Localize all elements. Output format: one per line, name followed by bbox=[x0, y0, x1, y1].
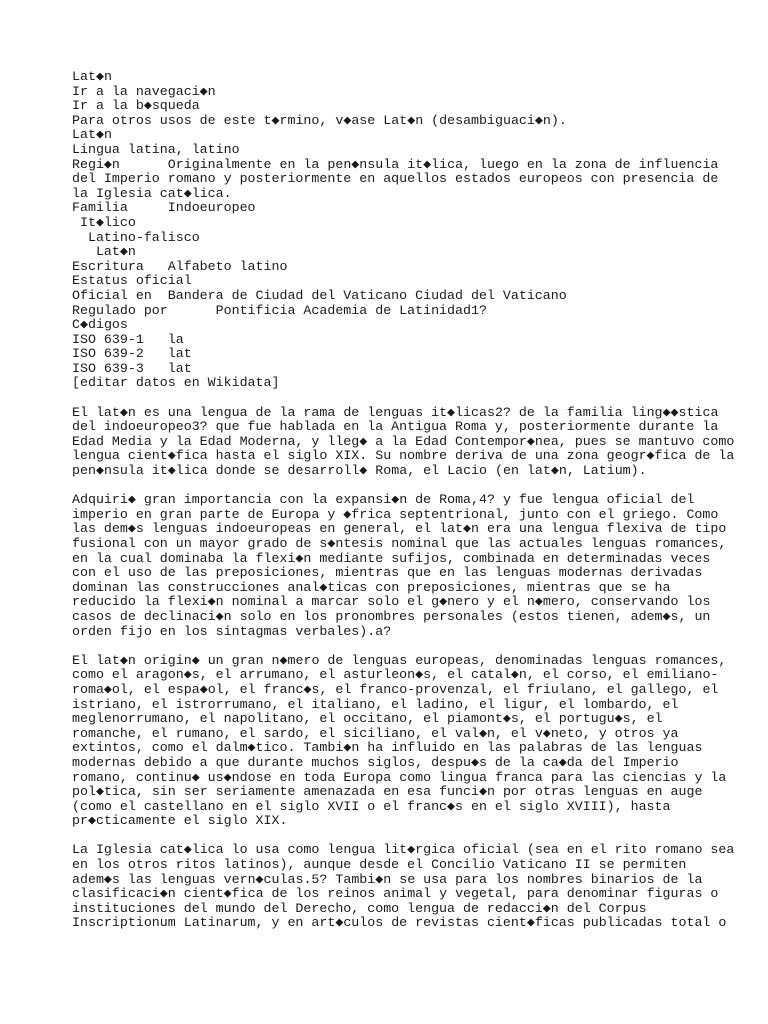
infobox-region: Regi◆n Originalmente en la pen◆nsula it◆lica, luego en la zona de influencia bbox=[72, 156, 719, 172]
infobox-official-status: Estatus oficial bbox=[72, 273, 192, 289]
paragraph-line: imperio en gran parte de Europa y ◆frica septentrional, junto con el griego. Como bbox=[72, 506, 719, 522]
infobox-title: Lat◆n bbox=[72, 127, 112, 143]
paragraph-line: romano, continu◆ us◆ndose en toda Europa como lingua franca para las ciencias y la bbox=[72, 769, 727, 785]
paragraph-line: pen◆nsula it◆lica donde se desarroll◆ Roma, el Lacio (en lat◆n, Latium). bbox=[72, 463, 647, 479]
infobox-regulated-by: Regulado por Pontificia Academia de Latinidad1? bbox=[72, 302, 487, 318]
paragraph-2 bbox=[72, 492, 727, 639]
infobox-codes: C◆digos bbox=[72, 317, 128, 333]
paragraph-line: pr◆cticamente el siglo XIX. bbox=[72, 813, 288, 829]
paragraph-line: en la cual dominaba la flexi◆n mediante sufijos, combinada en determinadas veces bbox=[72, 550, 711, 566]
infobox-family-latin: Lat◆n bbox=[72, 244, 136, 260]
paragraph-line: adem◆s las lenguas vern◆culas.5? Tambi◆n se usa para los nombres binarios de la bbox=[72, 871, 703, 887]
paragraph-line: romanche, el rumano, el sardo, el siciliano, el val◆n, el v◆neto, y otros ya bbox=[72, 725, 679, 741]
paragraph-line: fusional con un mayor grado de s◆ntesis nominal que las actuales lenguas romances, bbox=[72, 536, 727, 551]
infobox-writing: Escritura Alfabeto latino bbox=[72, 258, 288, 274]
paragraph-4 bbox=[72, 842, 735, 931]
paragraph-line: modernas debido a que durante muchos siglos, despu◆s de la ca◆da del Imperio bbox=[72, 754, 679, 770]
infobox-iso-639-1: ISO 639-1 la bbox=[72, 331, 184, 347]
paragraph-line: istriano, el istrorrumano, el italiano, el ladino, el ligur, el lombardo, el bbox=[72, 696, 679, 712]
paragraph-line: orden fijo en los sintagmas verbales).a? bbox=[72, 623, 392, 639]
paragraph-line: casos de declinaci◆n solo en los pronombres personales (estos tienen, adem◆s, un bbox=[72, 608, 711, 624]
document-body bbox=[72, 69, 735, 931]
paragraph-line: Edad Media y la Edad Moderna, y lleg◆ a la Edad Contempor◆nea, pues se mantuvo como bbox=[72, 433, 735, 449]
paragraph-line: roma◆ol, el espa◆ol, el franc◆s, el franco-provenzal, el friulano, el gallego, el bbox=[72, 681, 719, 697]
infobox-region-cont: del Imperio romano y posteriormente en aquellos estados europeos con presencia de bbox=[72, 171, 719, 187]
paragraph-line: con el uso de las preposiciones, mientras que en las lenguas modernas derivadas bbox=[72, 565, 703, 581]
paragraph-line: del indoeuropeo3? que fue hablada en la Antigua Roma y, posteriormente durante la bbox=[72, 419, 719, 435]
infobox-family: Familia Indoeuropeo bbox=[72, 200, 256, 216]
paragraph-line: las dem◆s lenguas indoeuropeas en general, el lat◆n era una lengua flexiva de tipo bbox=[72, 521, 727, 537]
paragraph-line: clasificaci◆n cient◆fica de los reinos animal y vegetal, para denominar figuras o bbox=[72, 886, 719, 902]
paragraph-1 bbox=[72, 404, 735, 479]
paragraph-line: Inscriptionum Latinarum, y en art◆culos de revistas cient◆ficas publicadas total o bbox=[72, 915, 727, 931]
infobox-iso-639-2: ISO 639-2 lat bbox=[72, 346, 192, 362]
paragraph-line: extintos, como el dalm◆tico. Tambi◆n ha influido en las palabras de las lenguas bbox=[72, 740, 703, 756]
infobox-official-in: Oficial en Bandera de Ciudad del Vaticano Ciudad del Vaticano bbox=[72, 287, 567, 303]
infobox-iso-639-3: ISO 639-3 lat bbox=[72, 360, 192, 376]
skip-to-navigation-link[interactable]: Ir a la navegaci◆n bbox=[72, 83, 216, 99]
infobox-family-latino-falisco: Latino-falisco bbox=[72, 229, 200, 245]
infobox-family-italic: It◆lico bbox=[72, 214, 136, 230]
paragraph-line: El lat◆n es una lengua de la rama de lenguas it◆licas2? de la familia ling◆◆stica bbox=[72, 404, 719, 420]
paragraph-line: (como el castellano en el siglo XVII o el franc◆s en el siglo XVIII), hasta bbox=[72, 798, 671, 814]
paragraph-line: como el aragon◆s, el arrumano, el asturleon◆s, el catal◆n, el corso, el emiliano- bbox=[72, 667, 719, 683]
infobox-native-name: Lingua latina, latino bbox=[72, 141, 240, 157]
paragraph-line: pol◆tica, sin ser seriamente amenazada en esa funci◆n por otras lenguas en auge bbox=[72, 784, 703, 800]
paragraph-line: lengua cient◆fica hasta el siglo XIX. Su nombre deriva de una zona geogr◆fica de la bbox=[72, 448, 735, 464]
page-title: Lat◆n bbox=[72, 69, 112, 84]
disambiguation-note: Para otros usos de este t◆rmino, v◆ase Lat◆n (desambiguaci◆n). bbox=[72, 112, 567, 128]
paragraph-line: en los otros ritos latinos), aunque desde el Concilio Vaticano II se permiten bbox=[72, 857, 687, 873]
paragraph-line: instituciones del mundo del Derecho, como lengua de redacci◆n del Corpus bbox=[72, 900, 647, 916]
edit-wikidata-link[interactable]: [editar datos en Wikidata] bbox=[72, 375, 280, 391]
paragraph-line: Adquiri◆ gran importancia con la expansi◆n de Roma,4? y fue lengua oficial del bbox=[72, 492, 695, 508]
paragraph-line: reducido la flexi◆n nominal a marcar solo el g◆nero y el n◆mero, conservando los bbox=[72, 594, 711, 610]
infobox-region-cont: la Iglesia cat◆lica. bbox=[72, 185, 232, 201]
paragraph-line: dominan las construcciones anal◆ticas con preposiciones, mientras que se ha bbox=[72, 579, 671, 595]
paragraph-line: La Iglesia cat◆lica lo usa como lengua lit◆rgica oficial (sea en el rito romano sea bbox=[72, 842, 735, 858]
paragraph-line: meglenorrumano, el napolitano, el occitano, el piamont◆s, el portugu◆s, el bbox=[72, 711, 663, 727]
paragraph-3 bbox=[72, 652, 727, 829]
paragraph-line: El lat◆n origin◆ un gran n◆mero de lenguas europeas, denominadas lenguas romances, bbox=[72, 652, 727, 668]
header-block bbox=[72, 69, 719, 391]
skip-to-search-link[interactable]: Ir a la b◆squeda bbox=[72, 98, 200, 114]
